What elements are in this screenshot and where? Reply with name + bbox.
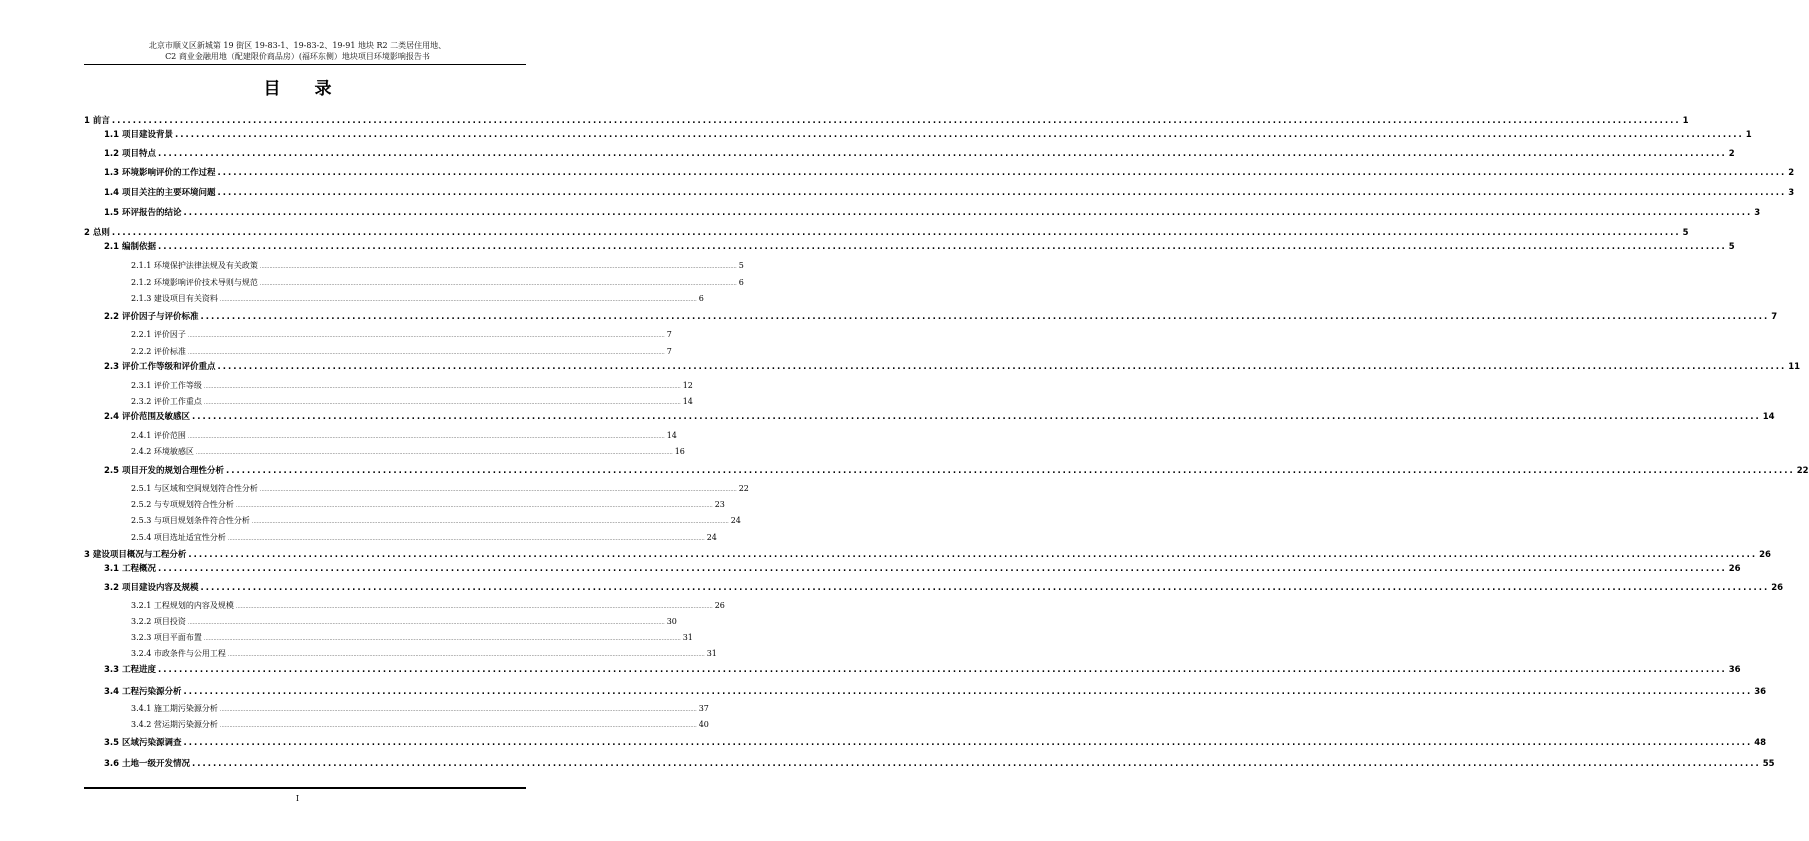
toc-leader-dots: ............................................................................................................................................................................................................................................................................................................ [183,687,1753,697]
toc-entry[interactable] [104,147,1735,159]
toc-entry-page: 3 [1788,188,1795,198]
toc-entry[interactable] [104,166,1795,178]
toc-entry[interactable] [131,703,709,714]
toc-entry[interactable] [104,310,1778,322]
toc-entry-page: 22 [1796,466,1809,476]
toc-leader-dots: ............................................................................................................................................................................................................................................................................................................ [187,620,665,626]
toc-entry[interactable] [104,562,1741,574]
toc-leader-dots: ............................................................................................................................................................................................................................................................................................................ [227,536,705,542]
toc-leader-dots: ............................................................................................................................................................................................................................................................................................................ [259,264,737,270]
toc-entry-page: 2 [1788,168,1795,178]
toc-leader-dots: ............................................................................................................................................................................................................................................................................................................ [235,604,713,610]
toc-leader-dots: ............................................................................................................................................................................................................................................................................................................ [200,312,1770,322]
toc-entry[interactable] [104,581,1784,593]
toc-entry[interactable] [104,410,1775,422]
toc-entry[interactable] [104,240,1735,252]
footer-divider [84,787,526,789]
toc-leader-dots: ............................................................................................................................................................................................................................................................................................................ [219,297,697,303]
toc-entry-page: 1 [1745,130,1752,140]
toc-entry-page: 22 [738,484,749,493]
toc-entry-label: 2.2.2 评价标准 [131,347,186,356]
toc-leader-dots: ............................................................................................................................................................................................................................................................................................................ [158,665,1727,675]
toc-entry-page: 1 [1682,116,1689,126]
toc-entry[interactable] [131,515,741,526]
toc-leader-dots: ............................................................................................................................................................................................................................................................................................................ [203,400,681,406]
toc-leader-dots: ............................................................................................................................................................................................................................................................................................................ [217,188,1787,198]
toc-entry-label: 2.1.2 环境影响评价技术导则与规范 [131,278,258,287]
toc-entry-page: 2 [1728,149,1735,159]
toc-leader-dots: ............................................................................................................................................................................................................................................................................................................ [158,149,1727,159]
toc-leader-dots: ............................................................................................................................................................................................................................................................................................................ [217,168,1787,178]
toc-entry[interactable] [131,329,672,340]
toc-entry[interactable] [131,446,685,457]
toc-leader-dots: ............................................................................................................................................................................................................................................................................................................ [203,636,681,642]
toc-leader-dots: ............................................................................................................................................................................................................................................................................................................ [175,130,1744,140]
toc-entry-page: 7 [1771,312,1778,322]
toc-leader-dots: ............................................................................................................................................................................................................................................................................................................ [192,759,1761,769]
toc-leader-dots: ............................................................................................................................................................................................................................................................................................................ [158,564,1727,574]
toc-entry-label: 1 前言 [84,116,110,126]
toc-entry-label: 2.1 编制依据 [104,242,157,252]
toc-entry[interactable] [104,128,1752,140]
toc-entry-label: 1.4 项目关注的主要环境问题 [104,188,216,198]
toc-entry[interactable] [84,548,1771,560]
toc-entry-label: 2.2 评价因子与评价标准 [104,312,199,322]
toc-entry-page: 26 [1759,550,1771,560]
toc-leader-dots: ............................................................................................................................................................................................................................................................................................................ [111,116,1681,126]
toc-entry-label: 3.2.3 项目平面布置 [131,633,202,642]
toc-leader-dots: ............................................................................................................................................................................................................................................................................................................ [111,228,1681,238]
toc-entry-page: 36 [1728,665,1741,675]
toc-entry-label: 2.5 项目开发的规划合理性分析 [104,466,225,476]
toc-entry-page: 7 [666,330,672,339]
toc-entry-page: 26 [1728,564,1741,574]
toc-entry-label: 1.5 环评报告的结论 [104,208,182,218]
toc-entry-page: 37 [698,704,709,713]
toc-entry[interactable] [131,532,717,543]
toc-leader-dots: ............................................................................................................................................................................................................................................................................................................ [203,384,681,390]
toc-entry-page: 24 [706,533,717,542]
toc-leader-dots: ............................................................................................................................................................................................................................................................................................................ [259,281,737,287]
toc-entry[interactable] [84,114,1689,126]
toc-entry-page: 6 [738,278,744,287]
toc-entry-page: 7 [666,347,672,356]
toc-leader-dots: ............................................................................................................................................................................................................................................................................................................ [226,466,1795,476]
toc-entry[interactable] [131,260,744,271]
toc-entry[interactable] [131,616,677,627]
toc-entry-page: 26 [714,601,725,610]
toc-entry-label: 1.1 项目建设背景 [104,130,174,140]
toc-entry[interactable] [104,464,1809,476]
toc-entry-page: 30 [666,617,677,626]
toc-entry[interactable] [131,293,704,304]
toc-entry-page: 6 [698,294,704,303]
toc-leader-dots: ............................................................................................................................................................................................................................................................................................................ [188,550,1758,560]
toc-leader-dots: ............................................................................................................................................................................................................................................................................................................ [200,583,1770,593]
header-line-2: C2 商业金融用地（配建限价商品房）(福环东侧）地块项目环境影响报告书 [165,52,430,61]
toc-entry-page: 55 [1762,759,1775,769]
toc-entry-label: 2.5.2 与专项规划符合性分析 [131,500,234,509]
toc-entry-label: 2.4 评价范围及敏感区 [104,412,191,422]
toc-entry[interactable] [131,430,677,441]
toc-entry-page: 36 [1754,687,1767,697]
toc-entry-label: 2.3.1 评价工作等级 [131,381,202,390]
toc-entry-label: 2.3 评价工作等级和评价重点 [104,362,216,372]
toc-entry-label: 2.3.2 评价工作重点 [131,397,202,406]
toc-entry-page: 3 [1754,208,1761,218]
toc-entry[interactable] [131,499,725,510]
toc-entry-page: 48 [1754,738,1767,748]
toc-entry-page: 14 [666,431,677,440]
toc-entry-label: 3.2.2 项目投资 [131,617,186,626]
toc-entry[interactable] [131,632,693,643]
toc-entry-label: 1.3 环境影响评价的工作过程 [104,168,216,178]
toc-entry[interactable] [131,648,717,659]
toc-entry[interactable] [104,206,1761,218]
toc-entry-page: 24 [730,516,741,525]
toc-leader-dots: ............................................................................................................................................................................................................................................................................................................ [227,652,705,658]
toc-entry-label: 2.4.1 评价范围 [131,431,186,440]
toc-entry-page: 12 [682,381,693,390]
toc-entry-page: 40 [698,720,709,729]
toc-entry[interactable] [131,380,693,391]
toc-leader-dots: ............................................................................................................................................................................................................................................................................................................ [183,208,1753,218]
page-number: I [295,794,300,803]
toc-entry-label: 2.5.3 与项目规划条件符合性分析 [131,516,250,525]
toc-entry-label: 3.2 项目建设内容及规模 [104,583,199,593]
toc-entry-label: 2.5.4 项目选址适宜性分析 [131,533,226,542]
toc-entry-label: 2 总则 [84,228,110,238]
toc-entry-label: 2.1.3 建设项目有关资料 [131,294,218,303]
toc-entry-label: 2.5.1 与区域和空间规划符合性分析 [131,484,258,493]
toc-entry-page: 5 [1728,242,1735,252]
toc-entry-label: 2.4.2 环境敏感区 [131,447,194,456]
toc-entry-page: 14 [1762,412,1775,422]
toc-leader-dots: ............................................................................................................................................................................................................................................................................................................ [219,723,697,729]
toc-entry[interactable] [131,277,744,288]
header-line-1: 北京市顺义区新城第 19 街区 19-83-1、19-83-2、19-91 地块 R2 二类居住用地、 [148,41,447,50]
toc-entry-label: 3 建设项目概况与工程分析 [84,550,187,560]
toc-leader-dots: ............................................................................................................................................................................................................................................................................................................ [251,519,729,525]
toc-entry-label: 3.6 土地一级开发情况 [104,759,191,769]
toc-entry[interactable] [104,186,1795,198]
toc-entry-page: 11 [1788,362,1801,372]
toc-leader-dots: ............................................................................................................................................................................................................................................................................................................ [217,362,1787,372]
toc-entry-page: 26 [1771,583,1784,593]
toc-entry-label: 3.4.1 施工期污染源分析 [131,704,218,713]
toc-leader-dots: ............................................................................................................................................................................................................................................................................................................ [219,707,697,713]
toc-leader-dots: ............................................................................................................................................................................................................................................................................................................ [259,487,737,493]
toc-entry-page: 5 [738,261,744,270]
toc-entry-page: 31 [706,649,717,658]
toc-entry-label: 3.3 工程进度 [104,665,157,675]
toc-leader-dots: ............................................................................................................................................................................................................................................................................................................ [187,350,665,356]
toc-entry-page: 5 [1682,228,1689,238]
toc-entry-label: 3.2.4 市政条件与公用工程 [131,649,226,658]
toc-leader-dots: ............................................................................................................................................................................................................................................................................................................ [183,738,1753,748]
toc-entry-label: 3.5 区域污染源调查 [104,738,182,748]
toc-entry[interactable] [104,685,1767,697]
toc-leader-dots: ............................................................................................................................................................................................................................................................................................................ [187,333,665,339]
toc-leader-dots: ............................................................................................................................................................................................................................................................................................................ [235,503,713,509]
toc-entry[interactable] [131,719,709,730]
toc-entry[interactable] [131,600,725,611]
toc-entry-page: 23 [714,500,725,509]
toc-leader-dots: ............................................................................................................................................................................................................................................................................................................ [192,412,1761,422]
toc-entry[interactable] [131,346,672,357]
toc-entry-label: 2.2.1 评价因子 [131,330,186,339]
toc-entry[interactable] [104,736,1767,748]
toc-entry-label: 3.4.2 营运期污染源分析 [131,720,218,729]
toc-entry-label: 3.1 工程概况 [104,564,157,574]
toc-leader-dots: ............................................................................................................................................................................................................................................................................................................ [187,434,665,440]
toc-leader-dots: ............................................................................................................................................................................................................................................................................................................ [195,450,673,456]
toc-entry-label: 2.1.1 环境保护法律法规及有关政策 [131,261,258,270]
toc-entry-page: 14 [682,397,693,406]
toc-entry[interactable] [84,226,1689,238]
toc-entry[interactable] [131,483,749,494]
toc-entry-page: 31 [682,633,693,642]
toc-entry[interactable] [104,663,1741,675]
page-title: 目录 [263,79,366,99]
toc-leader-dots: ............................................................................................................................................................................................................................................................................................................ [158,242,1727,252]
toc-entry-label: 1.2 项目特点 [104,149,157,159]
toc-entry-label: 3.4 工程污染源分析 [104,687,182,697]
toc-entry[interactable] [104,757,1775,769]
toc-entry-label: 3.2.1 工程规划的内容及规模 [131,601,234,610]
toc-entry[interactable] [104,360,1801,372]
toc-entry[interactable] [131,396,693,407]
toc-entry-page: 16 [674,447,685,456]
